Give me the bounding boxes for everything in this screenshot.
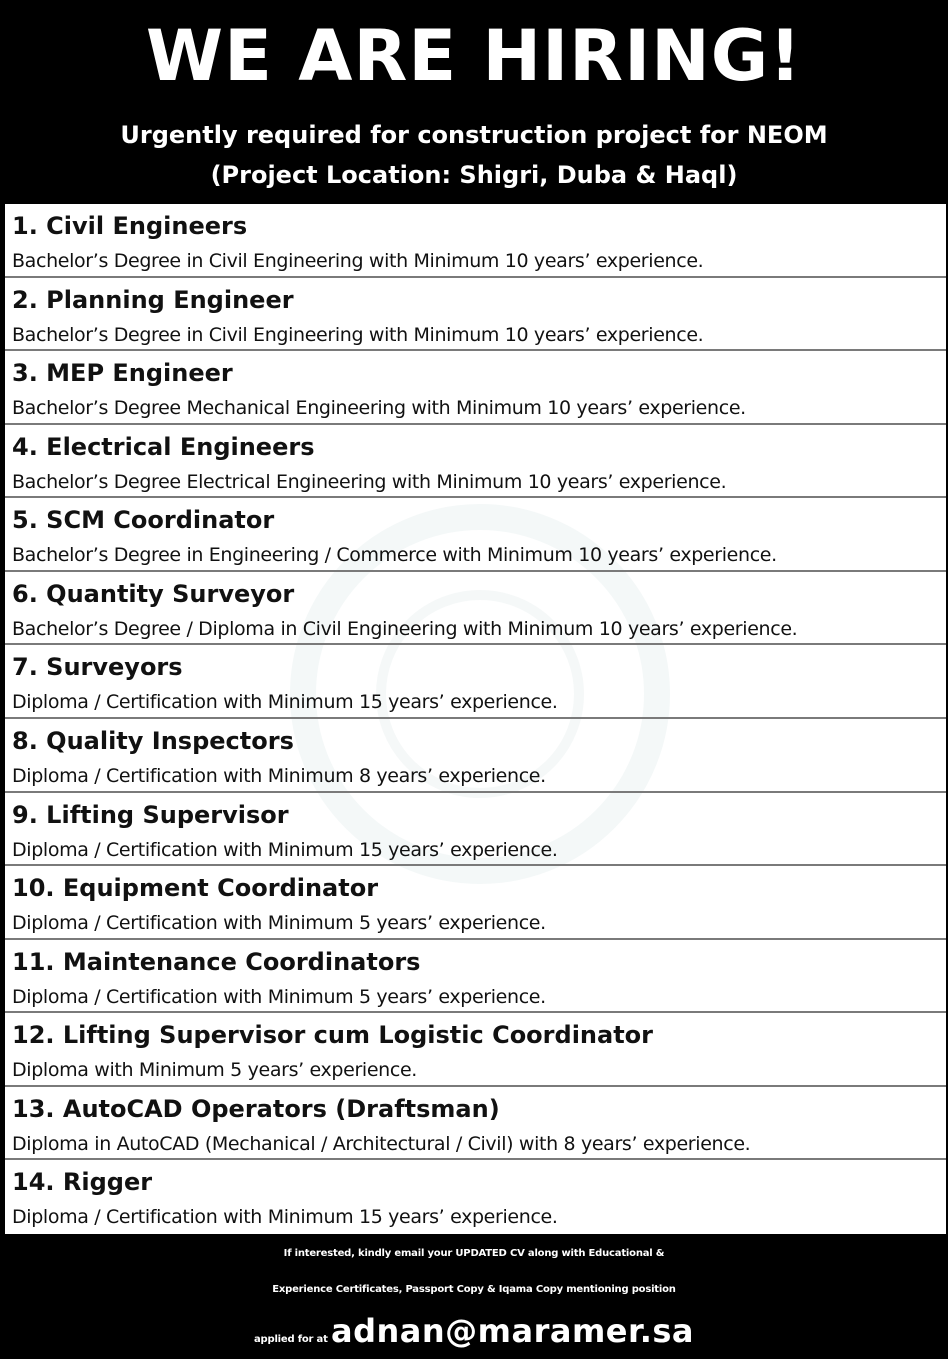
job-item (5, 572, 946, 646)
job-requirement: Bachelor’s Degree Electrical Engineering with Minimum 10 years’ experience. (12, 470, 727, 493)
job-title: 7. Surveyors (12, 653, 183, 682)
job-requirement: Diploma / Certification with Minimum 15 years’ experience. (12, 838, 558, 861)
job-item (5, 204, 946, 278)
job-requirement: Diploma / Certification with Minimum 8 years’ experience. (12, 764, 546, 787)
job-title: 11. Maintenance Coordinators (12, 947, 421, 976)
job-item (5, 1087, 946, 1161)
job-requirement: Diploma / Certification with Minimum 15 years’ experience. (12, 1206, 558, 1229)
footer-instructions-line1: If interested, kindly email your UPDATED CV along with Educational & (283, 1248, 665, 1259)
job-requirement: Bachelor’s Degree in Civil Engineering with Minimum 10 years’ experience. (12, 323, 704, 346)
job-title: 4. Electrical Engineers (12, 432, 315, 461)
job-requirement: Diploma in AutoCAD (Mechanical / Architectural / Civil) with 8 years’ experience. (12, 1132, 751, 1155)
job-item (5, 278, 946, 352)
job-title: 5. SCM Coordinator (12, 506, 275, 535)
job-title: 9. Lifting Supervisor (12, 800, 289, 829)
job-requirement: Diploma / Certification with Minimum 15 years’ experience. (12, 691, 558, 714)
job-title: 10. Equipment Coordinator (12, 874, 379, 903)
job-requirement: Bachelor’s Degree in Engineering / Commerce with Minimum 10 years’ experience. (12, 544, 777, 567)
subtitle-location: (Project Location: Shigri, Duba & Haql) (210, 161, 738, 189)
job-item (5, 793, 946, 867)
job-item (5, 1013, 946, 1087)
job-item (5, 940, 946, 1014)
subtitle-project: Urgently required for construction project for NEOM (120, 121, 828, 149)
job-list (5, 204, 946, 1234)
job-title: 1. Civil Engineers (12, 212, 248, 240)
job-item (5, 866, 946, 940)
job-item (5, 719, 946, 793)
job-title: 13. AutoCAD Operators (Draftsman) (12, 1094, 500, 1123)
job-requirement: Bachelor’s Degree in Civil Engineering with Minimum 10 years’ experience. (12, 250, 704, 272)
job-item (5, 425, 946, 499)
footer-applied-label: applied for at (253, 1334, 331, 1345)
job-requirement: Diploma / Certification with Minimum 5 years’ experience. (12, 985, 546, 1008)
job-title: 6. Quantity Surveyor (12, 579, 295, 608)
footer-instructions-line2: Experience Certificates, Passport Copy & Iqama Copy mentioning position (272, 1284, 676, 1295)
job-item (5, 1160, 946, 1234)
poster-footer (0, 1234, 948, 1359)
job-requirement: Diploma / Certification with Minimum 5 years’ experience. (12, 912, 546, 935)
page-title: WE ARE HIRING! (145, 15, 803, 97)
job-requirement: Bachelor’s Degree / Diploma in Civil Engineering with Minimum 10 years’ experience. (12, 617, 798, 640)
job-title: 2. Planning Engineer (12, 285, 294, 314)
poster-header (0, 0, 948, 204)
job-title: 12. Lifting Supervisor cum Logistic Coordinator (12, 1021, 653, 1050)
footer-contact-line (0, 1312, 948, 1355)
job-title: 14. Rigger (12, 1168, 153, 1197)
contact-email[interactable]: adnan@maramer.sa (330, 1312, 695, 1350)
job-item (5, 498, 946, 572)
job-item (5, 351, 946, 425)
job-requirement: Bachelor’s Degree Mechanical Engineering with Minimum 10 years’ experience. (12, 397, 746, 420)
job-title: 3. MEP Engineer (12, 359, 233, 388)
job-title: 8. Quality Inspectors (12, 726, 294, 755)
job-requirement: Diploma with Minimum 5 years’ experience. (12, 1059, 417, 1082)
job-item (5, 645, 946, 719)
